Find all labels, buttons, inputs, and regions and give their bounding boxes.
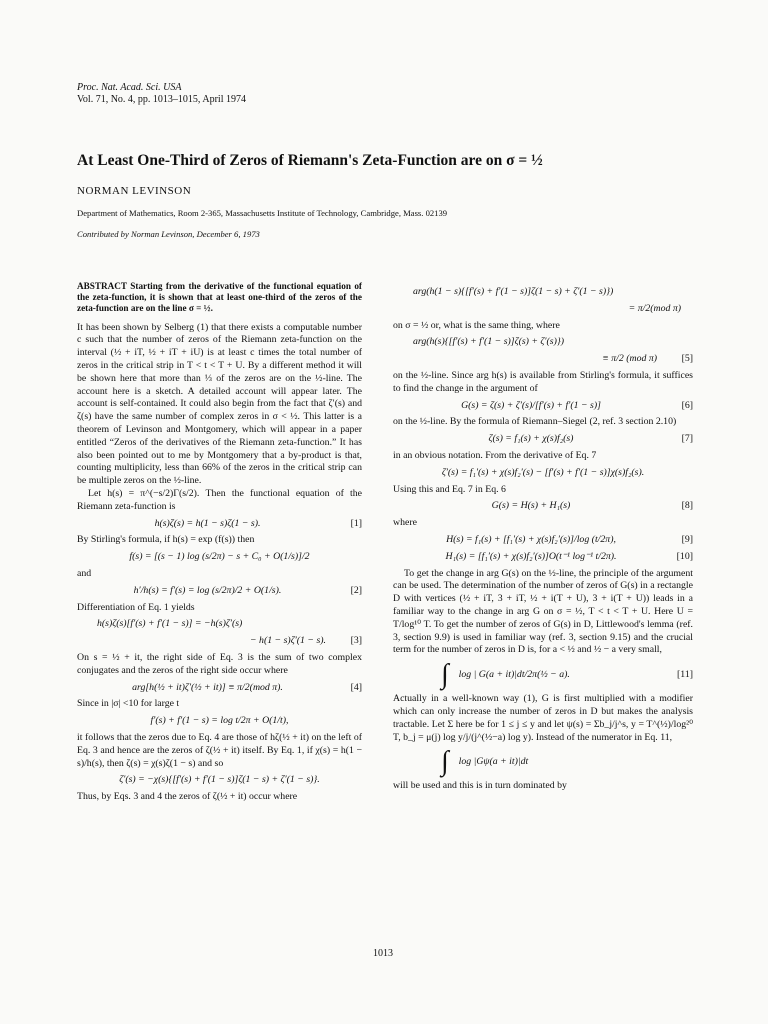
equation	[77, 551, 362, 564]
journal-volume: Vol. 71, No. 4, pp. 1013–1015, April 1974	[77, 94, 246, 105]
equation-body: ζ′(s) = −χ(s){[f′(s) + f′(1 − s)]ζ(1 − s) + ζ′(1 − s)}.	[119, 774, 320, 786]
affiliation: Department of Mathematics, Room 2-365, Massachusetts Institute of Technology, Cambridge, Mass. 02139	[77, 208, 448, 218]
equation-number: [9]	[681, 533, 693, 545]
paragraph: Since in |σ| <10 for large t	[77, 698, 180, 710]
paragraph: It has been shown by Selberg (1) that there exists a computable number c such that the number of zeros of the Riemann zeta-function on the interval (½ + iT, ½ + iT + iU) is at least c times the total number of zeros in the critical strip in T < t < T + U. By a different method it will be shown here that more than ⅓ of the zeros are on the ½-line. The account here is a sketch. A detailed account will appear later. The account is self-contained. It could also begin from the fact that ζ′(s) and ζ(s) have the same number of complex zeros in σ < ½. This latter is a theorem of Levinson and Montgomery, which will appear in a paper entitled “Zeros of the derivatives of the Riemann zeta-function.” It has also been pointed out to me by Montgomery that a by-product is that, counting multiplicity, less than 66% of the zeros in the critical strip can be multiple zeros on the ½-line.	[77, 321, 362, 487]
equation-2	[77, 585, 362, 598]
equation	[77, 715, 362, 728]
paragraph: By Stirling's formula, if h(s) = exp (f(s)) then	[77, 534, 255, 546]
paragraph: Actually in a well-known way (1), G is first multiplied with a modifier which can only increase the number of zeros in D but makes the analysis tractable. Let Σ here be for 1 ≤ j ≤ y and let ψ(s) = Σb_j/j^s, y = T^(½)/log²⁰ T, b_j = μ(j) log y/j/(j^(½−a) log y). Instead of the numerator in Eq. 11,	[393, 693, 693, 743]
equation-number: [5]	[681, 353, 693, 365]
equation-body: h(s)ζ(s)[f′(s) + f′(1 − s)] = −h(s)ζ′(s)	[97, 618, 243, 630]
paragraph: on the ½-line. By the formula of Riemann–Siegel (2, ref. 3 section 2.10)	[393, 416, 677, 428]
page-number: 1013	[373, 948, 393, 959]
paragraph: it follows that the zeros due to Eq. 4 are those of hζ(½ + it) on the left of Eq. 3 and hence are the zeros of ζ(½ + it) itself. By Eq. 1, if χ(s) = h(1 − s)/h(s), then ζ(s) = χ(s)ζ(1 − s) and so	[77, 731, 362, 769]
equation-3a	[77, 618, 362, 631]
contributed-line: Contributed by Norman Levinson, December 6, 1973	[77, 229, 260, 239]
paragraph: On s = ½ + it, the right side of Eq. 3 is the sum of two complex conjugates and the zeros of the right side occur where	[77, 651, 362, 676]
equation	[393, 467, 693, 480]
equation	[393, 286, 693, 299]
equation-body: ζ(s) = f₁(s) + χ(s)f₂(s)	[488, 433, 574, 445]
right-column	[393, 282, 693, 793]
equation-11	[393, 661, 693, 689]
equation-10	[393, 551, 693, 564]
equation-body: − h(1 − s)ζ′(1 − s).	[249, 635, 326, 647]
left-column	[77, 281, 362, 804]
equation-4	[77, 682, 362, 695]
equation-body: arg[h(½ + it)ζ′(½ + it)] ≡ π/2(mod π).	[132, 681, 283, 693]
equation-number: [4]	[350, 681, 362, 693]
integral-sign: ∫	[441, 659, 449, 691]
paragraph: in an obvious notation. From the derivative of Eq. 7	[393, 449, 597, 461]
paragraph: Thus, by Eqs. 3 and 4 the zeros of ζ(½ + it) occur where	[77, 791, 298, 803]
equation-body: ≡ π/2 (mod π)	[602, 353, 657, 365]
equation-body: f(s) = [(s − 1) log (s/2π) − s + C₀ + O(1/s)]/2	[129, 551, 310, 563]
equation-body: G(s) = ζ(s) + ζ′(s)/[f′(s) + f′(1 − s)]	[461, 399, 601, 411]
equation-body: h′/h(s) = f′(s) = log (s/2π)/2 + O(1/s).	[133, 584, 282, 596]
equation-1	[77, 518, 362, 531]
abstract: ABSTRACT Starting from the derivative of the functional equation of the zeta-function, it is shown that at least one-third of the zeros of the zeta-function are on the line σ = ½.	[77, 281, 362, 314]
equation-body: h(s)ζ(s) = h(1 − s)ζ(1 − s).	[154, 517, 261, 529]
paper-title: At Least One-Third of Zeros of Riemann's Zeta-Function are on σ = ½	[77, 152, 543, 169]
integral-sign: ∫	[441, 746, 449, 778]
equation-6	[393, 400, 693, 413]
equation-body: G(s) = H(s) + H₁(s)	[491, 500, 571, 512]
paragraph: Let h(s) = π^(−s/2)Γ(s/2). Then the functional equation of the Riemann zeta-function is	[77, 487, 362, 512]
paragraph: on the ½-line. Since arg h(s) is available from Stirling's formula, it suffices to find the change in the argument of	[393, 369, 693, 394]
equation-number: [7]	[681, 433, 693, 445]
equation-body: log | G(a + it)|dt/2π(½ − a).	[458, 668, 570, 680]
equation-number: [6]	[681, 399, 693, 411]
paragraph: To get the change in arg G(s) on the ½-line, the principle of the argument can be used. The determination of the number of zeros of G(s) in a rectangle D with vertices (½ + iT, 3 + iT, ½ + i(T + U), 3 + i(T + U)) leads in a familiar way to the change in arg G on σ = ½, T < t < T + U. Here U = T/log¹⁰ T. To get the number of zeros of G(s) in D, Littlewood's lemma (ref. 3, section 9.9) is used in familiar way (ref. 3, section 9.15) and the crucial term for the number of zeros in D is, for a < ½ and ½ − a very small,	[393, 567, 693, 656]
paragraph: Differentiation of Eq. 1 yields	[77, 601, 195, 613]
equation-3b	[77, 635, 362, 648]
equation-number: [1]	[350, 517, 362, 529]
paragraph: will be used and this is in turn dominated by	[393, 780, 567, 792]
equation	[393, 303, 693, 316]
equation-body: H₁(s) = [f₁′(s) + χ(s)f₂′(s)]O(t⁻¹ log⁻¹ t/2π).	[445, 550, 617, 562]
equation-body: ζ′(s) = f₁′(s) + χ(s)f₂′(s) − [f′(s) + f′(1 − s)]χ(s)f₂(s).	[441, 466, 645, 478]
equation-number: [8]	[681, 500, 693, 512]
equation-5a	[393, 336, 693, 349]
equation-body: = π/2(mod π)	[628, 302, 681, 314]
equation-number: [2]	[350, 584, 362, 596]
equation-number: [11]	[677, 668, 693, 680]
equation-7	[393, 433, 693, 446]
equation-body: H(s) = f₁(s) + [f₁′(s) + χ(s)f₂′(s)]/log (t/2π),	[446, 533, 616, 545]
paragraph: and	[77, 567, 92, 579]
journal-name: Proc. Nat. Acad. Sci. USA	[77, 82, 182, 93]
equation-5b	[393, 353, 693, 366]
equation-body: f′(s) + f′(1 − s) = log t/2π + O(1/t),	[150, 715, 289, 727]
equation	[77, 774, 362, 787]
equation-number: [3]	[350, 635, 362, 647]
equation-body: arg(h(1 − s){[f′(s) + f′(1 − s)]ζ(1 − s) + ζ′(1 − s)})	[413, 286, 614, 297]
paragraph: where	[393, 517, 417, 529]
equation	[393, 748, 693, 776]
equation-number: [10]	[676, 550, 693, 562]
equation-body: log |Gψ(a + it)|dt	[458, 755, 529, 767]
author: NORMAN LEVINSON	[77, 185, 192, 197]
paragraph: on σ = ½ or, what is the same thing, where	[393, 319, 560, 331]
equation-9	[393, 534, 693, 547]
equation-8	[393, 500, 693, 513]
equation-body: arg(h(s){[f′(s) + f′(1 − s)]ζ(s) + ζ′(s)})	[413, 336, 565, 348]
paragraph: Using this and Eq. 7 in Eq. 6	[393, 483, 506, 495]
